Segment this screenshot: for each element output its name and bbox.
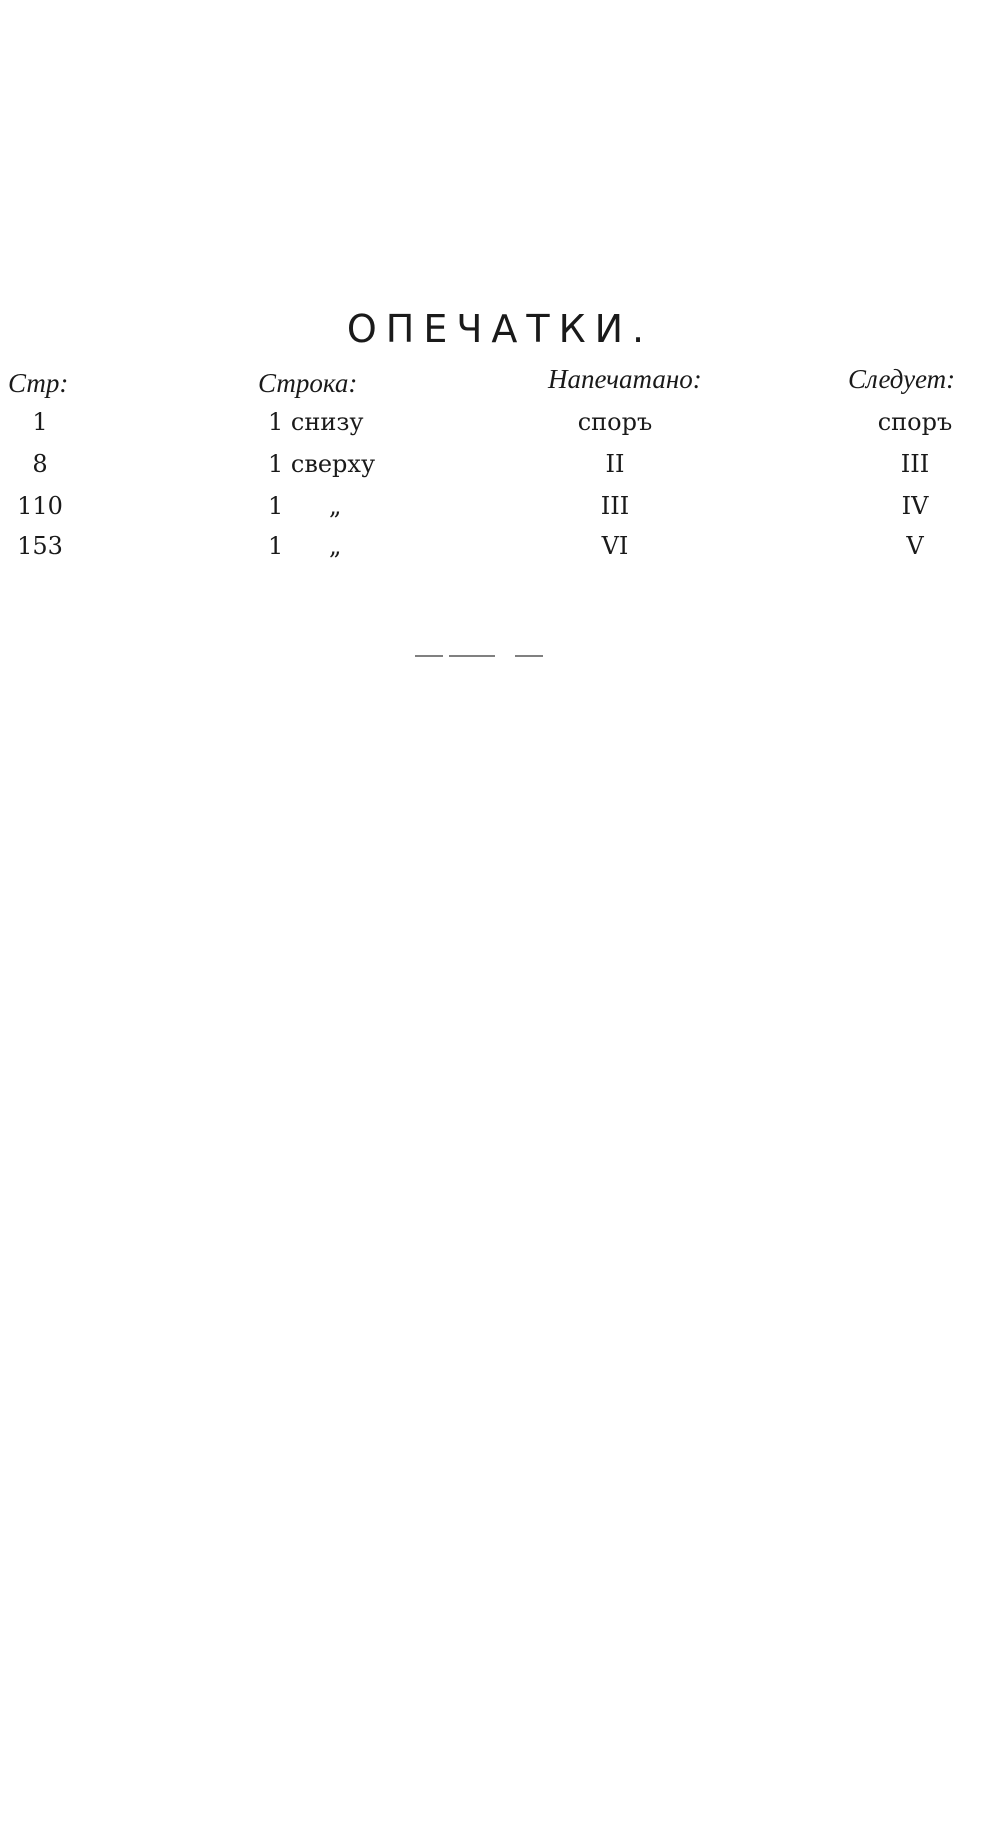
section-divider — [415, 655, 543, 657]
header-should-be: Следует: — [848, 364, 956, 394]
cell-printed: VI — [601, 532, 629, 560]
cell-page: 8 — [32, 450, 48, 478]
cell-page: 153 — [17, 532, 63, 560]
cell-should-be: III — [900, 450, 930, 478]
cell-line: 1 сверху — [268, 450, 376, 478]
cell-line: 1 снизу — [268, 408, 364, 436]
cell-page: 110 — [17, 492, 63, 520]
cell-line: 1 „ — [268, 532, 342, 560]
cell-should-be: IV — [901, 492, 929, 520]
cell-should-be: споръ — [877, 408, 953, 436]
table-row — [0, 450, 1000, 490]
header-page: Стр: — [8, 368, 69, 398]
header-printed: Напечатано: — [548, 364, 702, 394]
table-row — [0, 408, 1000, 448]
page-title: ОПЕЧАТКИ. — [346, 307, 654, 352]
cell-printed: споръ — [577, 408, 653, 436]
cell-line: 1 „ — [268, 492, 342, 520]
table-row — [0, 492, 1000, 532]
header-line: Строка: — [258, 368, 358, 398]
cell-page: 1 — [32, 408, 48, 436]
cell-printed: III — [600, 492, 630, 520]
cell-printed: II — [605, 450, 625, 478]
cell-should-be: V — [906, 532, 924, 560]
table-row — [0, 532, 1000, 572]
